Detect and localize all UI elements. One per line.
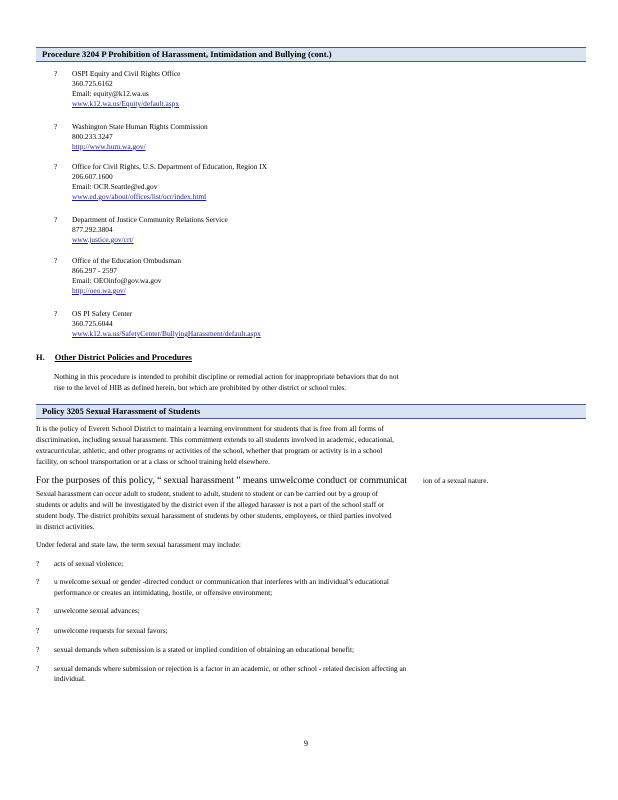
definition-lead: For the purposes of this policy, “ sexual harassment ” means unwelcome conduct or communicat <box>36 475 408 486</box>
definition-line: in district activities. <box>36 522 95 531</box>
bullet-glyph: ? <box>54 309 58 318</box>
bullet-glyph: ? <box>36 559 40 568</box>
bullet-text: unwelcome sexual advances; <box>54 606 140 615</box>
resource-line: 360.725.6044 <box>72 319 113 328</box>
resource-line: OSPI Equity and Civil Rights Office <box>72 69 181 78</box>
bullet-glyph: ? <box>36 645 40 654</box>
bullet-glyph: ? <box>54 256 58 265</box>
resource-link[interactable]: http://oeo.wa.gov/ <box>72 286 126 295</box>
resource-line: 800.233.3247 <box>72 132 113 141</box>
resource-line: OS PI Safety Center <box>72 309 133 318</box>
resource-line: Email: OCR.Seattle@ed.gov <box>72 182 158 191</box>
resource-line: Office of the Education Ombudsman <box>72 256 182 265</box>
resource-line: Email: OEOinfo@gov.wa.gov <box>72 276 162 285</box>
policy-intro-line: facility, on school transportation or at a class or school training held elsewhere. <box>36 457 270 466</box>
definition-line: students or adults and will be investigated by the district even if the alleged harasser is not a part of the school staff or <box>36 500 385 509</box>
policy-title: Policy 3205 Sexual Harassment of Students <box>42 406 201 416</box>
resource-line: 866.297 - 2597 <box>72 266 117 275</box>
policy-header-band <box>36 404 586 419</box>
resource-link[interactable]: www.k12.wa.us/Equity/default.aspx <box>72 99 180 108</box>
bullet-text: sexual demands where submission or rejection is a factor in an academic, or other school - related decision affecting an <box>54 664 407 673</box>
resource-link[interactable]: www.k12.wa.us/SafetyCenter/BullyingHarassment/default.aspx <box>72 329 261 338</box>
bullet-text: u nwelcome sexual or gender -directed conduct or communication that interferes with an individual’s educational <box>54 577 389 586</box>
bullet-glyph: ? <box>36 626 40 635</box>
policy-intro-line: extracurricular, athletic, and other programs or activities of the school, whether that program or activity is in a school <box>36 446 383 455</box>
bullet-glyph: ? <box>54 122 58 131</box>
policy-intro-line: It is the policy of Everett School District to maintain a learning environment for students that is free from all forms of <box>36 424 384 433</box>
bullet-glyph: ? <box>36 577 40 586</box>
bullet-text: unwelcome requests for sexual favors; <box>54 626 168 635</box>
bullet-text: individual. <box>54 674 86 683</box>
procedure-header-band <box>36 47 586 62</box>
resource-link[interactable]: www.ed.gov/about/offices/list/ocr/index.html <box>72 192 207 201</box>
bullet-text: acts of sexual violence; <box>54 559 124 568</box>
resource-link[interactable]: www.justice.gov/crt/ <box>72 235 134 244</box>
resource-line: 360.725.6162 <box>72 79 113 88</box>
resource-line: 877.292.3804 <box>72 225 113 234</box>
definition-tail: ion of a sexual nature. <box>422 476 489 485</box>
resource-line: Department of Justice Community Relations Service <box>72 215 228 224</box>
definition-line: student body. The district prohibits sexual harassment of students by other students, employees, or third parties involved <box>36 511 392 520</box>
page-number: 9 <box>304 739 308 748</box>
under-law-line: Under federal and state law, the term sexual harassment may include: <box>36 540 241 549</box>
policy-intro-line: discrimination, including sexual harassment. This commitment extends to all students involved in academic, educational, <box>36 435 395 444</box>
bullet-glyph: ? <box>54 215 58 224</box>
resource-line: Email: equity@k12.wa.us <box>72 89 149 98</box>
definition-first-line <box>36 476 488 486</box>
resource-line: Office for Civil Rights, U.S. Department of Education, Region IX <box>72 162 268 171</box>
bullet-text: sexual demands when submission is a stated or implied condition of obtaining an educational benefit; <box>54 645 355 654</box>
section-h-line: rise to the level of HIB as defined herein, but which are prohibited by other district or school rules. <box>54 383 347 392</box>
resource-line: Washington State Human Rights Commission <box>72 122 208 131</box>
section-h-title: Other District Policies and Procedures <box>54 353 192 362</box>
section-h-label: H. <box>36 353 45 362</box>
bullet-glyph: ? <box>54 162 58 171</box>
resource-link[interactable]: http://www.hum.wa.gov/ <box>72 142 146 151</box>
definition-line: Sexual harassment can occur adult to student, student to adult, student to student or can be carried out by a group of <box>36 489 379 498</box>
section-h-line: Nothing in this procedure is intended to prohibit discipline or remedial action for inappropriate behaviors that do not <box>54 372 399 381</box>
bullet-glyph: ? <box>36 606 40 615</box>
bullet-glyph: ? <box>36 664 40 673</box>
bullet-text: performance or creates an intimidating, hostile, or offensive environment; <box>54 588 273 597</box>
bullet-glyph: ? <box>54 69 58 78</box>
section-h-heading <box>36 353 192 362</box>
procedure-header-title: Procedure 3204 P Prohibition of Harassment, Intimidation and Bullying (cont.) <box>42 49 332 59</box>
resource-line: 206.607.1600 <box>72 172 113 181</box>
